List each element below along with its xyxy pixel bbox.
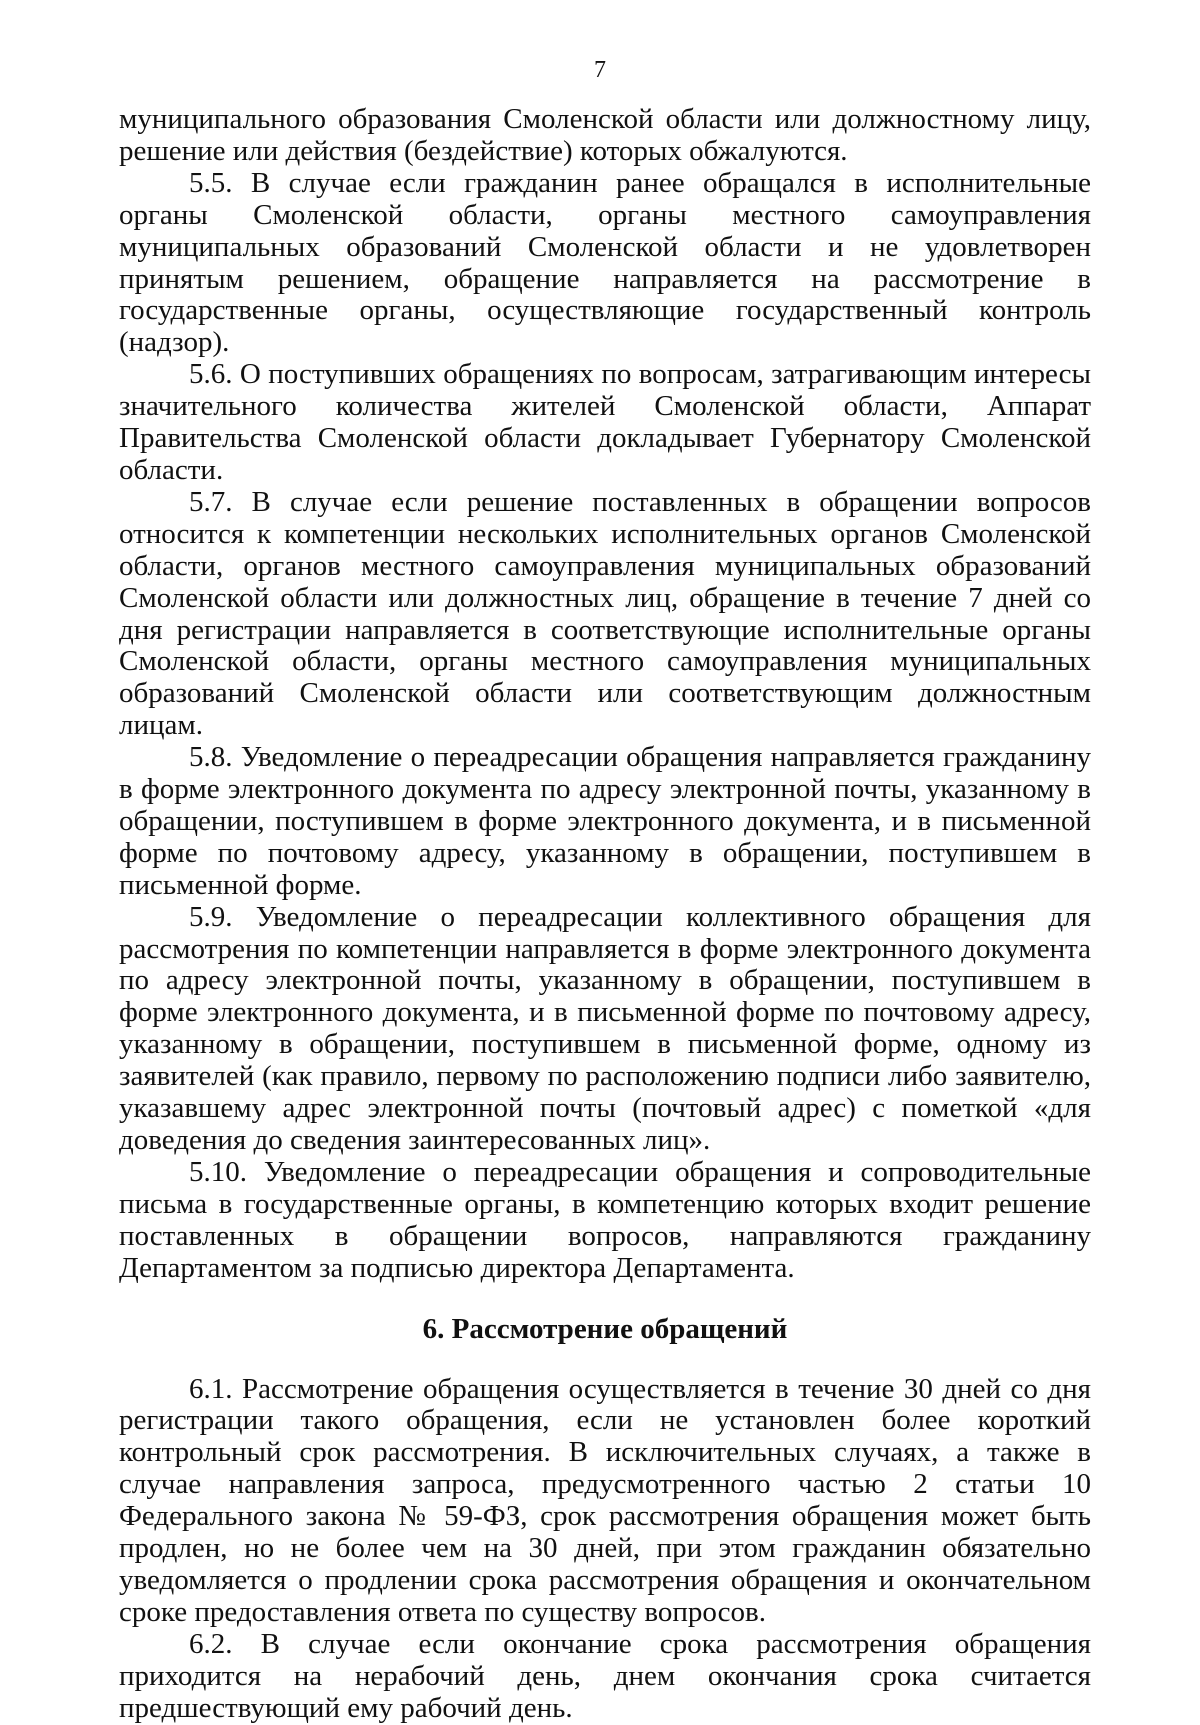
- paragraph-5-8: 5.8. Уведомление о переадресации обращения направляется гражданину в форме электронного документа по адресу электронной почты, указанному в обращении, поступившем в форме электронного документа, и в письменной форме по почтовому адресу, указанному в обращении, поступившем в письменной форме.: [119, 741, 1091, 901]
- paragraph-5-7: 5.7. В случае если решение поставленных в обращении вопросов относится к компетенции нескольких исполнительных органов Смоленской области, органов местного самоуправления муниципальных образований Смоленской области или должностных лиц, обращение в течение 7 дней со дня регистрации направляется в соответствующие исполнительные органы Смоленской области, органы местного самоуправления муниципальных образований Смоленской области или соответствующим должностным лицам.: [119, 485, 1091, 742]
- document-body: [119, 104, 1091, 1725]
- paragraph-6-2: 6.2. В случае если окончание срока рассмотрения обращения приходится на нерабочий день, днем окончания срока считается предшествующий ему рабочий день.: [119, 1627, 1091, 1724]
- paragraph-5-9: 5.9. Уведомление о переадресации коллективного обращения для рассмотрения по компетенции направляется в форме электронного документа по адресу электронной почты, указанному в обращении, поступившем в форме электронного документа, и в письменной форме по почтовому адресу, указанному в обращении, поступившем в письменной форме, одному из заявителей (как правило, первому по расположению подписи либо заявителю, указавшему адрес электронной почты (почтовый адрес) с пометкой «для доведения до сведения заинтересованных лиц».: [119, 900, 1091, 1156]
- page-number: 7: [594, 57, 606, 83]
- paragraph-5-10: 5.10. Уведомление о переадресации обращения и сопроводительные письма в государственные органы, в компетенцию которых входит решение поставленных в обращении вопросов, направляются гражданину Департаментом за подписью директора Департамента.: [119, 1155, 1091, 1284]
- paragraph-5-5: 5.5. В случае если гражданин ранее обращался в исполнительные органы Смоленской области, органы местного самоуправления муниципальных образований Смоленской области и не удовлетворен принятым решением, обращение направляется на рассмотрение в государственные органы, осуществляющие государственный контроль (надзор).: [119, 166, 1091, 359]
- section-heading: 6. Рассмотрение обращений: [422, 1312, 788, 1345]
- paragraph-continuation: муниципального образования Смоленской области или должностному лицу, решение или действия (бездействие) которых обжалуются.: [119, 103, 1091, 167]
- paragraph-6-1: 6.1. Рассмотрение обращения осуществляется в течение 30 дней со дня регистрации такого обращения, если не установлен более короткий контрольный срок рассмотрения. В исключительных случаях, а также в случае направления запроса, предусмотренного частью 2 статьи 10 Федерального закона № 59-ФЗ, срок рассмотрения обращения может быть продлен, но не более чем на 30 дней, при этом гражданин обязательно уведомляется о продлении срока рассмотрения обращения и окончательном сроке предоставления ответа по существу вопросов.: [119, 1372, 1091, 1628]
- paragraph-5-6: 5.6. О поступивших обращениях по вопросам, затрагивающим интересы значительного количества жителей Смоленской области, Аппарат Правительства Смоленской области докладывает Губернатору Смоленской области.: [119, 358, 1091, 486]
